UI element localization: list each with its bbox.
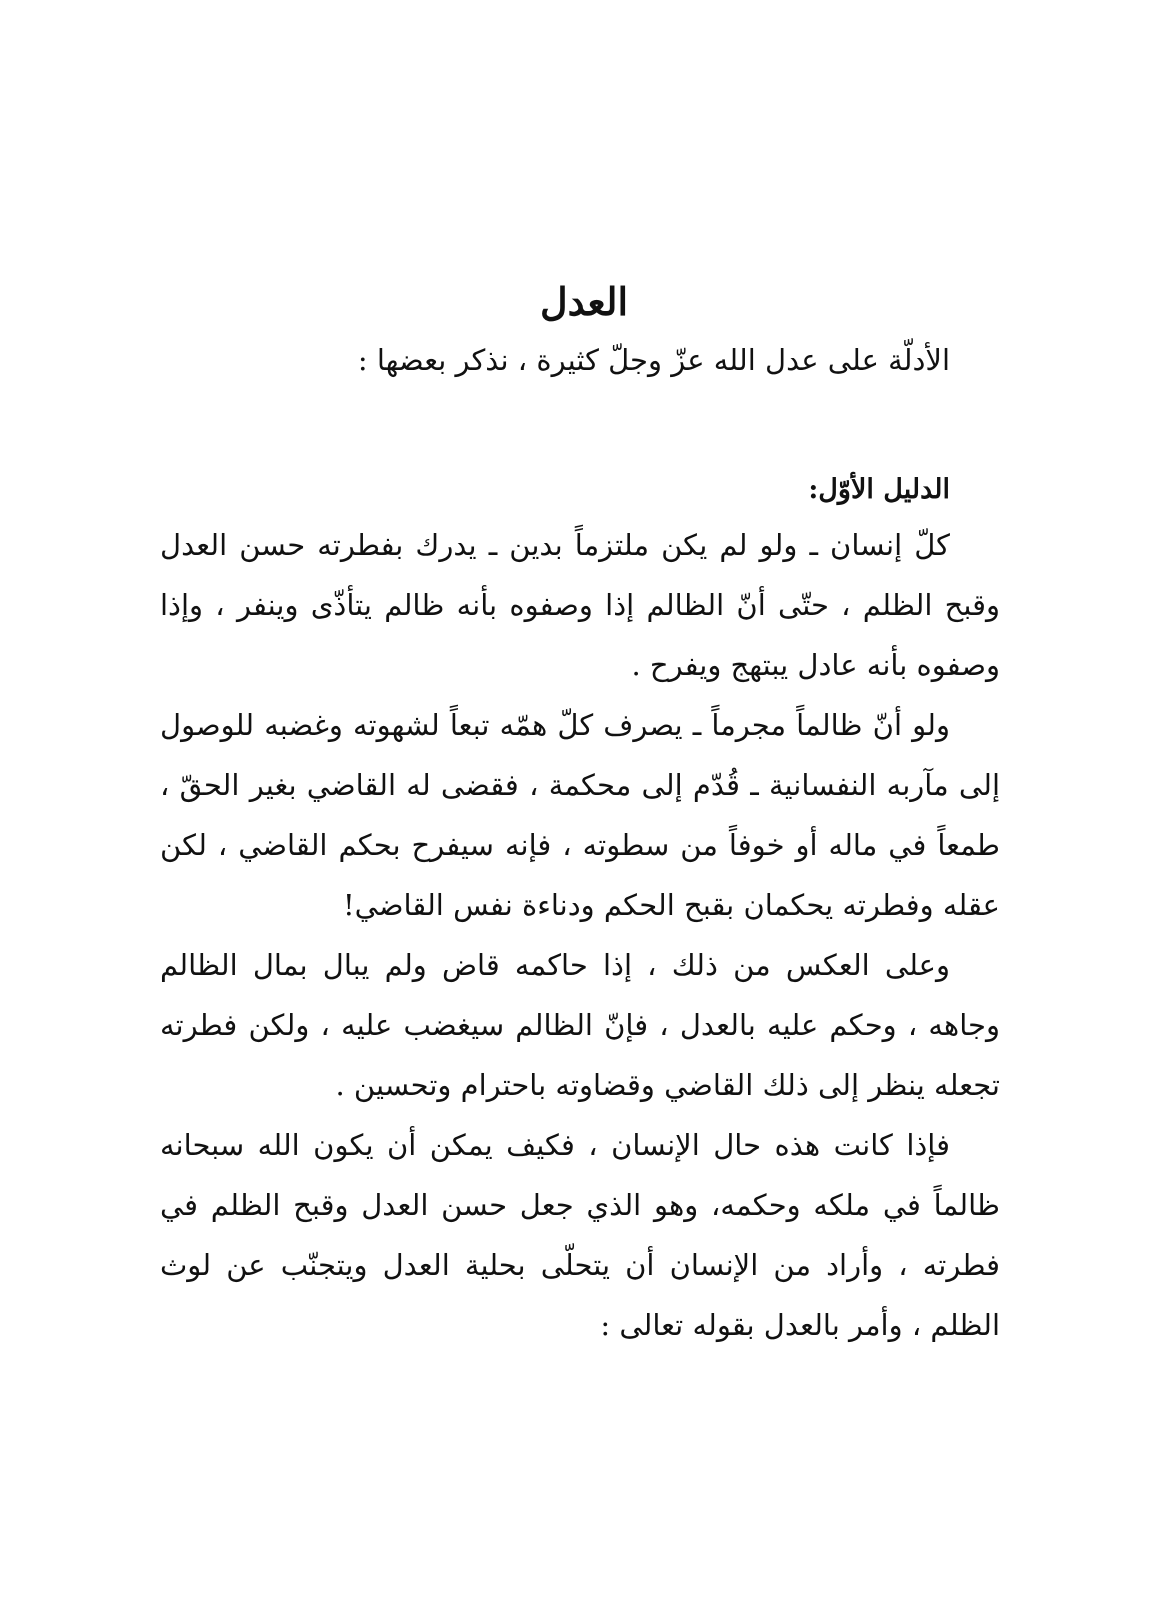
page-title: العدل xyxy=(539,279,629,324)
paragraph-3: وعلى العكس من ذلك ، إذا حاكمه قاض ولم يبال بمال الظالم وجاهه ، وحكم عليه بالعدل ، فإنّ الظالم سيغضب عليه ، ولكن فطرته تجعله ينظر إلى ذلك القاضي وقضاوته باحترام وتحسين . xyxy=(160,948,1000,1102)
body-text xyxy=(160,515,1000,1355)
paragraph-1: كلّ إنسان ـ ولو لم يكن ملتزماً بدين ـ يدرك بفطرته حسن العدل وقبح الظلم ، حتّى أنّ الظالم إذا وصفوه بأنه ظالم يتأذّى وينفر ، وإذا وصفوه بأنه عادل يبتهج ويفرح . xyxy=(160,528,1000,682)
paragraph-2: ولو أنّ ظالماً مجرماً ـ يصرف كلّ همّه تبعاً لشهوته وغضبه للوصول إلى مآربه النفسانية ـ قُدّم إلى محكمة ، فقضى له القاضي بغير الحقّ ، طمعاً في ماله أو خوفاً من سطوته ، فإنه سيفرح بحكم القاضي ، لكن عقله وفطرته يحكمان بقبح الحكم ودناءة نفس القاضي! xyxy=(160,708,1000,922)
intro-line: الأدلّة على عدل الله عزّ وجلّ كثيرة ، نذكر بعضها : xyxy=(357,343,950,377)
paragraph-4: فإذا كانت هذه حال الإنسان ، فكيف يمكن أن يكون الله سبحانه ظالماً في ملكه وحكمه، وهو الذي جعل حسن العدل وقبح الظلم في فطرته ، وأراد من الإنسان أن يتحلّى بحلية العدل ويتجنّب عن لوث الظلم ، وأمر بالعدل بقوله تعالى : xyxy=(160,1128,1000,1342)
section-heading: الدليل الأوّل: xyxy=(808,474,950,505)
